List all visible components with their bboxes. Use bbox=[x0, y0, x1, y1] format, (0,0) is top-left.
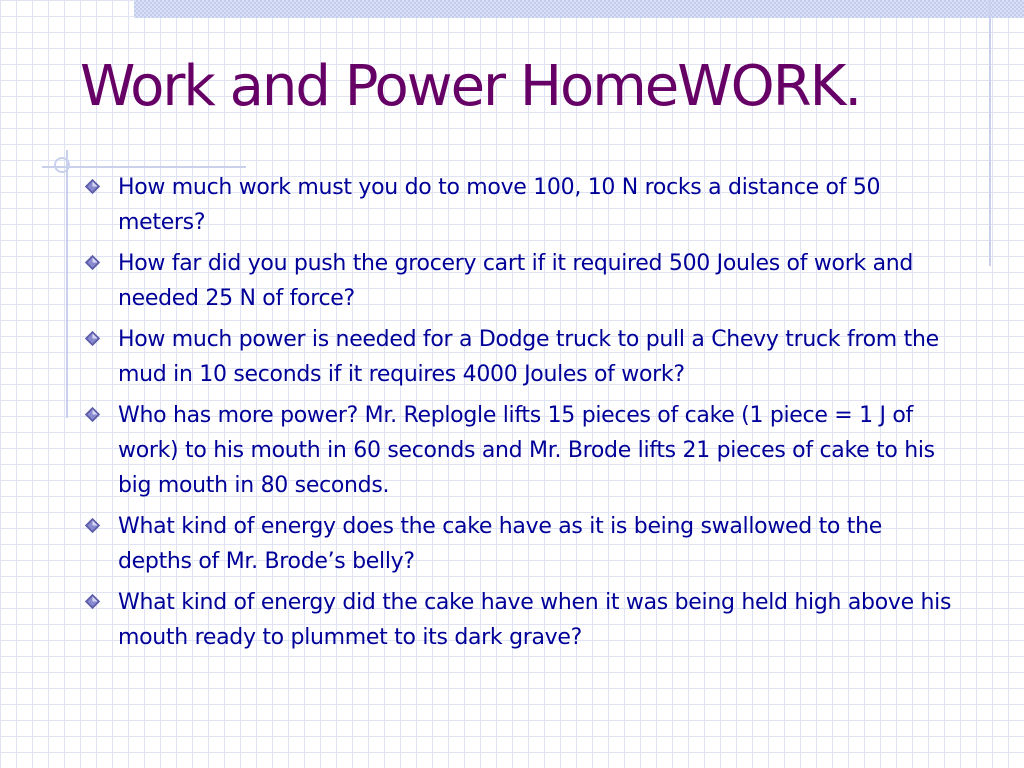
bullet-item-5 bbox=[84, 509, 954, 579]
bullet-text-2: How far did you push the grocery cart if it required 500 Joules of work and needed 25 N of force? bbox=[118, 251, 914, 311]
diamond-bullet-icon bbox=[84, 178, 101, 195]
top-hatched-band bbox=[134, 0, 1024, 18]
bullet-item-2 bbox=[84, 246, 954, 316]
bullet-item-4 bbox=[84, 398, 954, 503]
diamond-bullet-icon bbox=[84, 593, 101, 610]
slide-title: Work and Power HomeWORK. bbox=[80, 54, 861, 119]
diamond-bullet-icon bbox=[84, 254, 101, 271]
bullet-item-6 bbox=[84, 585, 954, 655]
bullet-text-3: How much power is needed for a Dodge truck to pull a Chevy truck from the mud in 10 seconds if it requires 4000 Joules of work? bbox=[118, 327, 939, 387]
bullet-item-3 bbox=[84, 322, 954, 392]
bullet-text-4: Who has more power? Mr. Replogle lifts 15 pieces of cake (1 piece = 1 J of work) to his mouth in 60 seconds and Mr. Brode lifts 21 pieces of cake to his big mouth in 80 seconds. bbox=[118, 403, 935, 498]
diamond-bullet-icon bbox=[84, 406, 101, 423]
corner-ring-ornament bbox=[54, 157, 70, 173]
right-vertical-rule bbox=[989, 0, 991, 266]
bullet-text-5: What kind of energy does the cake have as it is being swallowed to the depths of Mr. Brode’s belly? bbox=[118, 514, 882, 574]
bullet-text-6: What kind of energy did the cake have when it was being held high above his mouth ready to plummet to its dark grave? bbox=[118, 590, 952, 650]
bullet-list bbox=[84, 170, 954, 661]
left-vertical-rule bbox=[66, 150, 68, 418]
left-horizontal-rule bbox=[42, 166, 246, 168]
bullet-text-1: How much work must you do to move 100, 10 N rocks a distance of 50 meters? bbox=[118, 175, 881, 235]
bullet-item-1 bbox=[84, 170, 954, 240]
diamond-bullet-icon bbox=[84, 517, 101, 534]
diamond-bullet-icon bbox=[84, 330, 101, 347]
